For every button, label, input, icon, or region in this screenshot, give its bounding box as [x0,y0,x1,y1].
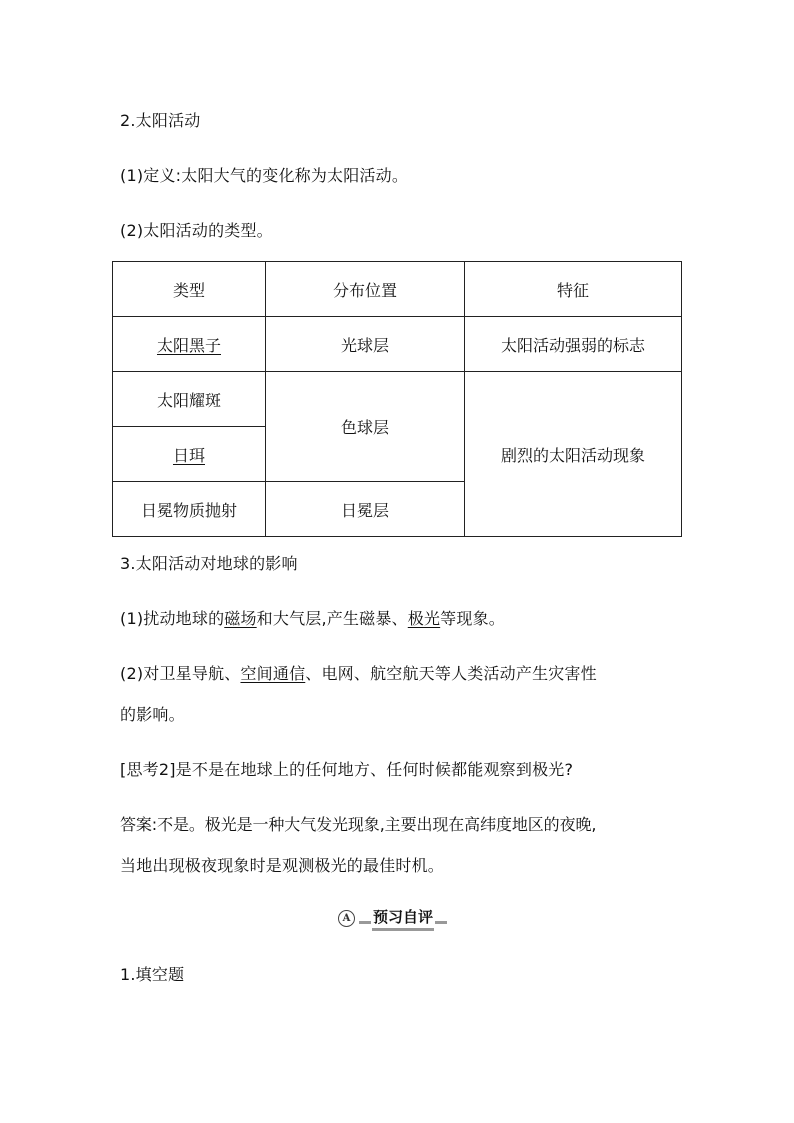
cell-position: 日冕层 [266,482,465,537]
cell-type [113,427,266,482]
header-type: 类型 [113,262,266,317]
header-feature: 特征 [465,262,682,317]
cell-feature: 剧烈的太阳活动现象 [465,372,682,537]
think-question: [思考2]是不是在地球上的任何地方、任何时候都能观察到极光? [120,760,574,779]
table-row [113,317,682,372]
table-header-row [113,262,682,317]
divider [435,921,447,924]
text: 和大气层,产生磁暴、 [256,609,408,628]
divider [359,921,371,924]
text: (2)对卫星导航、 [120,664,241,683]
underlined-answer: 磁场 [224,609,257,628]
cell-type: 日冕物质抛射 [113,482,266,537]
cell-feature: 太阳活动强弱的标志 [465,317,682,372]
impact-item-2 [120,661,597,684]
header-position: 分布位置 [266,262,465,317]
circle-a-icon: A [338,910,355,927]
preview-self-eval-banner [338,906,447,930]
cell-type [113,317,266,372]
underlined-answer: 太阳黑子 [156,335,221,355]
section-heading-fill-blank: 1.填空题 [120,965,185,984]
table-row [113,372,682,427]
section-heading-solar-activity: 2.太阳活动 [120,111,201,130]
cell-position: 色球层 [266,372,465,482]
underlined-answer: 空间通信 [240,664,306,683]
cell-position: 光球层 [266,317,465,372]
think-answer-line2: 当地出现极夜现象时是观测极光的最佳时机。 [120,856,445,875]
types-intro-text: (2)太阳活动的类型。 [120,221,273,240]
impact-item-1 [120,606,505,629]
text: (1)扰动地球的 [120,609,225,628]
solar-activity-table [112,261,682,537]
cell-type: 太阳耀斑 [113,372,266,427]
underlined-answer: 极光 [407,609,441,628]
text: 、电网、航空航天等人类活动产生灾害性 [305,664,597,683]
think-answer-line1: 答案:不是。极光是一种大气发光现象,主要出现在高纬度地区的夜晚, [120,815,597,834]
text: 等现象。 [440,609,505,628]
section-heading-earth-impact: 3.太阳活动对地球的影响 [120,554,298,573]
underlined-answer: 日珥 [172,445,205,465]
impact-item-2-continued: 的影响。 [120,705,185,724]
definition-text: (1)定义:太阳大气的变化称为太阳活动。 [120,166,409,185]
banner-label: 预习自评 [372,906,434,931]
